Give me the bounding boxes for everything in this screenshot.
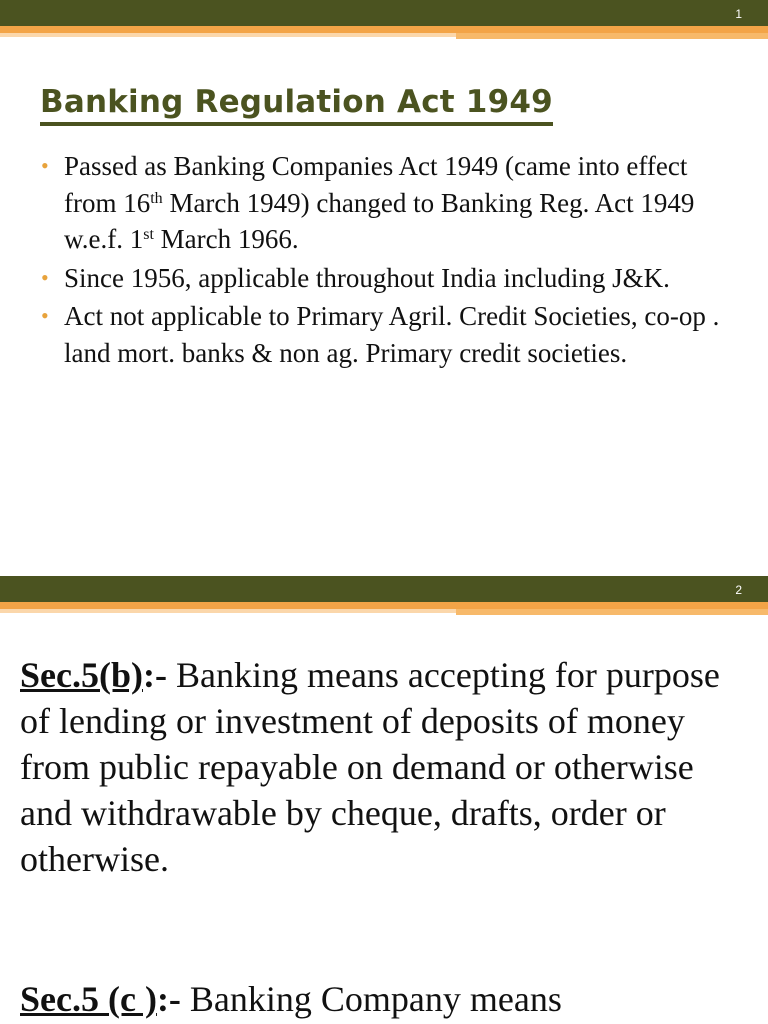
section-5c-definition xyxy=(20,976,748,1022)
ordinal-suffix: th xyxy=(150,189,163,207)
bullet-item xyxy=(40,260,740,297)
section-text: Banking Company means xyxy=(180,979,562,1019)
header-dark-stripe xyxy=(0,576,768,602)
slide-header-band xyxy=(0,0,768,40)
bullet-dot-icon: • xyxy=(41,303,49,328)
section-text: Banking means accepting for purpose of lending or investment of deposits of money from public repayable on demand or otherwise and withdrawable by cheque, drafts, order or otherwise. xyxy=(20,655,720,879)
bullet-text: Act not applicable to Primary Agril. Credit Societies, co-op . land mort. banks & non ag. Primary credit societies. xyxy=(64,301,720,368)
bullet-text: Since 1956, applicable throughout India including J&K. xyxy=(64,262,670,293)
section-label: Sec.5(b) xyxy=(20,655,143,695)
bullet-text: March 1966. xyxy=(153,224,299,254)
slide-number: 1 xyxy=(735,7,742,21)
slide-title: Banking Regulation Act 1949 xyxy=(40,82,553,126)
header-step-stripe xyxy=(456,33,768,39)
section-separator: :- xyxy=(156,979,181,1019)
slide-number: 2 xyxy=(735,583,742,597)
section-label: Sec.5 (c ) xyxy=(20,979,157,1019)
header-dark-stripe xyxy=(0,0,768,26)
bullet-text: Passed as Banking Companies Act 1949 (came into effect from 16 xyxy=(64,151,688,218)
header-step-stripe xyxy=(456,609,768,615)
bullet-text: March 1949) changed to Banking Reg. Act 1949 w.e.f. 1 xyxy=(64,187,695,254)
section-5b-definition xyxy=(20,652,748,882)
section-separator: :- xyxy=(142,655,167,695)
bullet-list xyxy=(40,148,740,373)
bullet-dot-icon: • xyxy=(41,153,49,178)
bullet-item xyxy=(40,298,740,371)
ordinal-suffix: st xyxy=(143,226,154,243)
slide-header-band xyxy=(0,576,768,616)
header-orange-stripe xyxy=(0,26,768,33)
bullet-dot-icon: • xyxy=(41,264,49,290)
slide-2 xyxy=(0,576,768,1024)
header-orange-stripe xyxy=(0,602,768,609)
bullet-item xyxy=(40,148,740,258)
